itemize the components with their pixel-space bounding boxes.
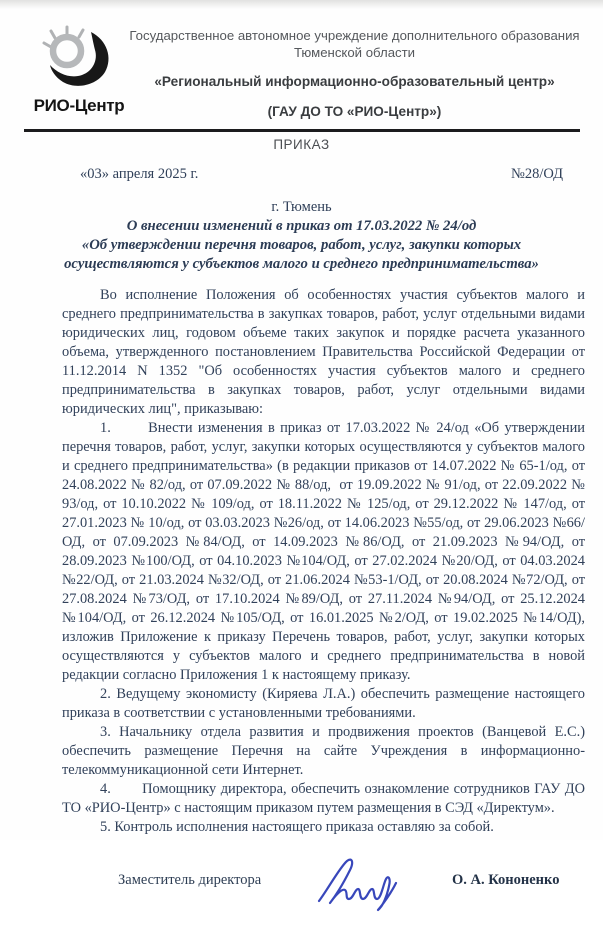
order-paragraph-item4: 4. Помощнику директора, обеспечить ознакомление сотрудников ГАУ ДО ТО «РИО-Центр» с настоящим приказом путем размещения в СЭД «Директум». (62, 781, 585, 816)
order-paragraph-item1: 1. Внести изменения в приказ от 17.03.2022 № 24/од «Об утверждении перечня товаров, работ, услуг, закупки которых осуществляются у субъектов малого и среднего предпринимательства» (в редакции приказов от 14.07.2022 № 65-1/од, от 24.08.2022 № 82/од, от 07.09.2022 № 88/од, от 19.09.2022 № 91/од, от 22.09.2022 № 93/од, от 10.10.2022 № 109/од, от 18.11.2022 № 125/од, от 29.12.2022 № 147/од, от 27.01.2023 № 10/од, от 03.03.2023 №26/од, от 14.06.2023 №55/од, от 29.06.2023 №66/ОД, от 07.09.2023 №84/ОД, от 14.09.2023 №86/ОД, от 21.09.2023 №94/ОД, от 28.09.2023 №100/ОД, от 04.10.2023 №104/ОД, от 27.02.2024 №20/ОД, от 04.03.2024 №22/ОД, от 21.03.2024 №32/ОД, от 21.06.2024 №53-1/ОД, от 20.08.2024 №72/ОД, от 27.08.2024 №73/ОД, от 17.10.2024 №89/ОД, от 27.11.2024 №94/ОД, от 25.12.2024 №104/ОД, от 26.12.2024 №105/ОД, от 16.01.2025 №2/ОД, от 19.02.2025 №14/ОД), изложив Приложение к приказу Перечень товаров, работ, услуг, закупки которых осуществляются у субъектов малого и среднего предпринимательства в новой редакции согласно Приложения 1 к настоящему приказу. (62, 420, 585, 683)
order-date: «03» апреля 2025 г. (80, 166, 199, 182)
order-city: г. Тюмень (271, 199, 332, 215)
sun-icon (53, 37, 81, 65)
document-type-title: ПРИКАЗ (273, 137, 330, 152)
order-paragraph-item2: 2. Ведущему экономисту (Киряева Л.А.) обеспечить размещение настоящего приказа в соответствии с установленными требованиями. (62, 686, 585, 721)
order-paragraph-preamble: Во исполнение Положения об особенностях участия субъектов малого и среднего предпринимательства в закупках товаров, работ, услуг отдельными видами юридических лиц, годовом объеме таких закупок и порядке расчета указанного объема, утвержденного постановлением Правительства Российской Федерации от 11.12.2014 N 1352 "Об особенностях участия субъектов малого и среднего предпринимательства в закупках товаров, работ, услуг отдельными видами юридических лиц", приказываю: (62, 287, 585, 417)
order-meta-row (80, 166, 563, 183)
scan-artifact (0, 0, 603, 9)
signature-block (0, 857, 603, 929)
handwritten-signature-icon (310, 847, 414, 915)
order-number: №28/ОД (510, 166, 563, 182)
signer-position: Заместитель директора (118, 872, 262, 888)
rio-logo-icon (31, 24, 127, 90)
signer-name: О. А. Кононенко (452, 872, 560, 888)
order-paragraph-item3: 3. Начальнику отдела развития и продвижения проектов (Ванцевой Е.С.) обеспечить размещение Перечня на сайте Учреждения в информационно-телекоммуникационной сети Интернет. (62, 724, 585, 778)
org-short-name: (ГАУ ДО ТО «РИО-Центр») (267, 104, 442, 119)
org-logo (26, 24, 132, 116)
order-paragraph-item5: 5. Контроль исполнения настоящего приказа оставляю за собой. (100, 819, 494, 835)
subject-line: «Об утверждении перечня товаров, работ, услуг, закупки которых (81, 237, 522, 253)
logo-caption: РИО-Центр (33, 96, 125, 115)
org-center-name: «Региональный информационно-образовательный центр» (154, 74, 555, 89)
order-subject (0, 217, 603, 274)
org-name-line1: Государственное автономное учреждение дополнительного образования (129, 28, 580, 43)
subject-line: осуществляются у субъектов малого и среднего предпринимательства» (64, 256, 539, 272)
letterhead (112, 0, 597, 119)
org-name-line2: Тюменской области (293, 45, 416, 60)
letterhead-divider (24, 129, 580, 132)
order-body (62, 286, 585, 837)
subject-line: О внесении изменений в приказ от 17.03.2022 № 24/од (126, 218, 477, 234)
